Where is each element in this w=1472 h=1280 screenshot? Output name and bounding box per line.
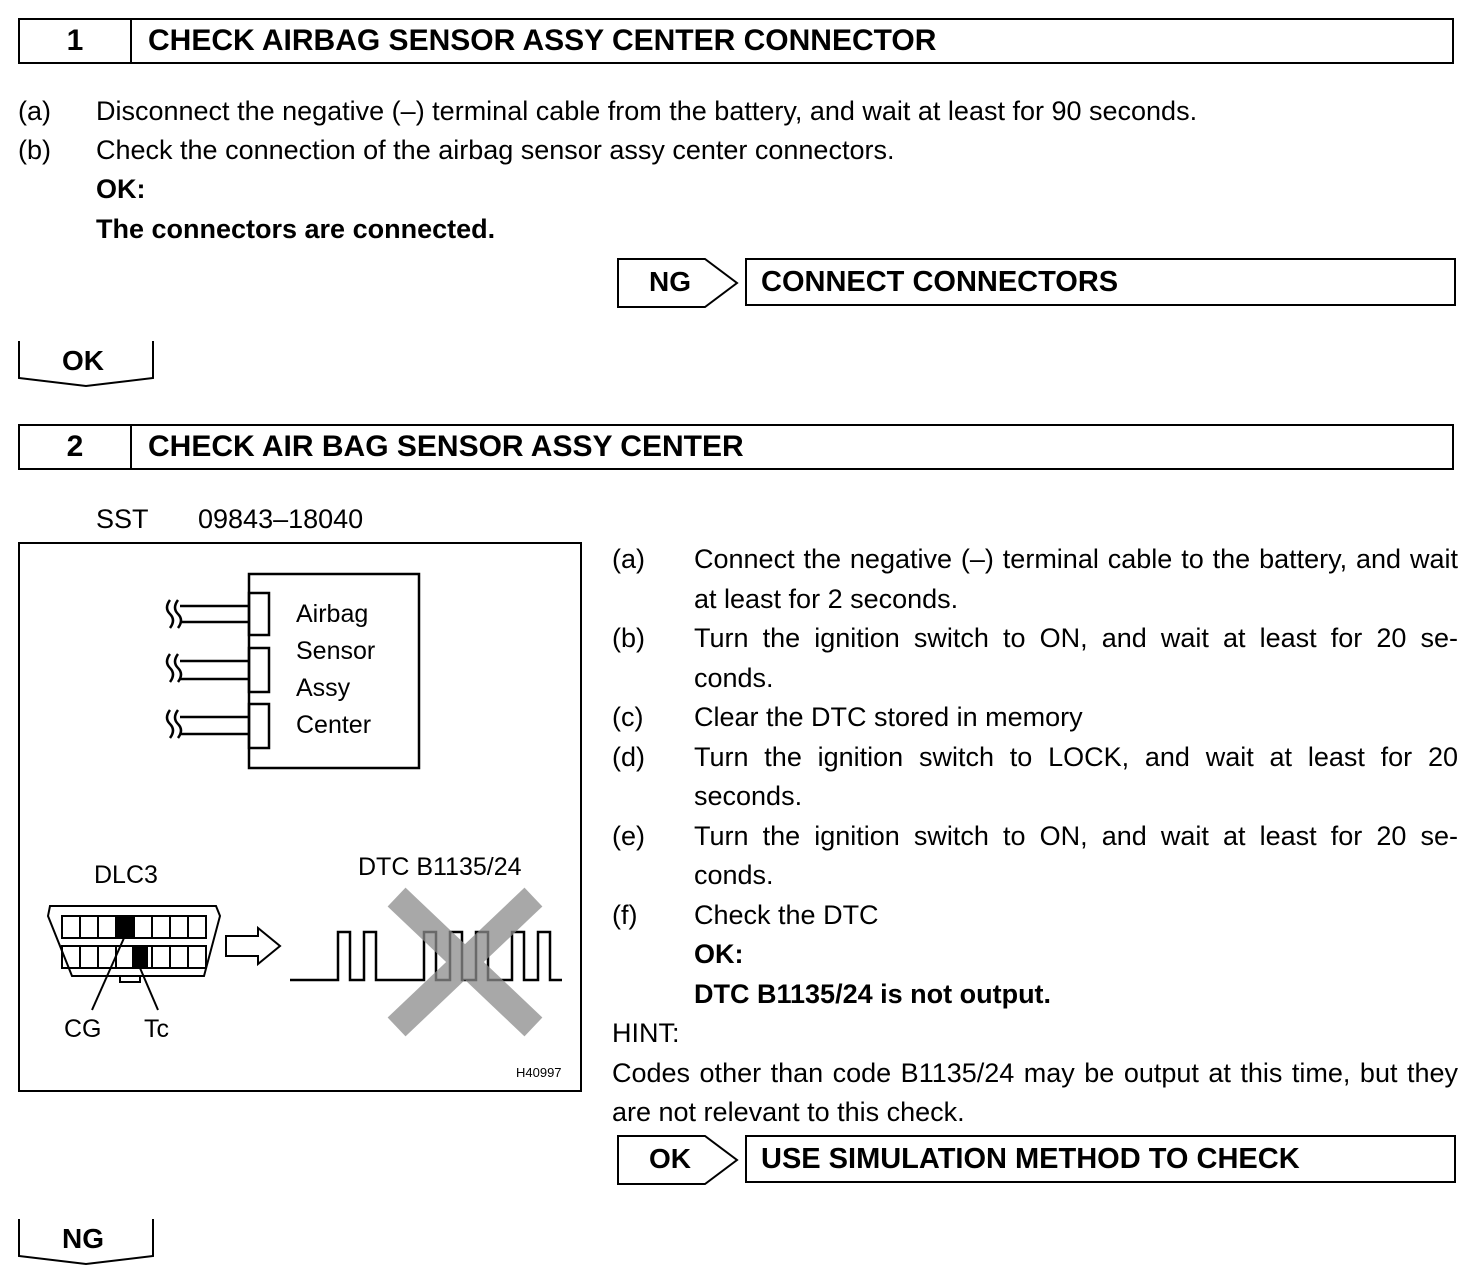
sst-number: 09843–18040 (198, 504, 364, 534)
step-1-item-b-label: (b) (18, 135, 51, 165)
ecu-connector-3 (167, 704, 269, 748)
step-1-ok-text: The connectors are connected. (96, 214, 496, 244)
figure-panel (18, 542, 582, 1092)
step-1-header (18, 18, 1454, 64)
step-2-header (18, 424, 1454, 470)
step-2-item-d (612, 738, 1458, 817)
step-2-item-e-text: Turn the ignition switch to ON, and wait at least for 20 se-conds. (694, 820, 1458, 890)
hint-label-row (612, 1014, 1458, 1054)
pin-cg-label: CG (64, 1015, 102, 1043)
step-2-ng-tag (18, 1218, 158, 1266)
step-2-ng-tag-label: NG (62, 1223, 104, 1254)
step-1-ng-tag-label: NG (649, 266, 691, 297)
step-2-item-a (612, 540, 1458, 619)
sst-label: SST (96, 504, 149, 534)
step-2-item-c-label: (c) (612, 702, 644, 732)
ecu-connector-2 (167, 648, 269, 692)
step-1-ng-action: CONNECT CONNECTORS (745, 258, 1456, 306)
dlc3-connector (48, 906, 220, 982)
step-2-ok-text-row (612, 975, 1458, 1015)
step-2-item-c-text: Clear the DTC stored in memory (694, 702, 1083, 732)
step-1-ok-label: OK: (96, 174, 146, 204)
step-2-item-f-text: Check the DTC (694, 899, 879, 930)
step-1-ok-tag-label: OK (62, 345, 104, 376)
pin-tc-label: Tc (144, 1015, 169, 1043)
ecu-label-line-1: Airbag (296, 600, 369, 628)
step-1-item-a-text: Disconnect the negative (–) terminal cable from the battery, and wait at least for 90 seconds. (96, 96, 1198, 126)
dtc-waveform-label: DTC B1135/24 (358, 853, 522, 881)
ecu-label-line-3: Assy (296, 674, 351, 702)
step-2-item-c (612, 698, 1458, 738)
ecu-label-line-4: Center (296, 711, 372, 739)
step-2-ok-label-row (612, 935, 1458, 975)
tc-leader-line (140, 968, 158, 1010)
step-2-ok-tag (617, 1135, 741, 1185)
step-2-item-b (612, 619, 1458, 698)
pin-cg-marker (117, 916, 133, 938)
arrow-right-icon (226, 928, 280, 964)
step-1-item-b-text: Check the connection of the airbag sensor assy center connectors. (96, 135, 895, 165)
step-1-ng-tag (617, 258, 741, 308)
cg-leader-line (92, 938, 124, 1010)
step-2-item-a-label: (a) (612, 544, 645, 574)
step-2-item-a-text: Connect the negative (–) terminal cable to the battery, and wait at least for 2 seconds. (694, 544, 1458, 614)
step-2-ok-action: USE SIMULATION METHOD TO CHECK (745, 1135, 1456, 1183)
step-2-title: CHECK AIR BAG SENSOR ASSY CENTER (148, 430, 744, 463)
step-1-ok-tag (18, 340, 158, 388)
step-2-item-d-label: (d) (612, 741, 645, 772)
hint-text-row (612, 1054, 1458, 1133)
step-1-item-a-label: (a) (18, 96, 51, 126)
pin-tc-marker (132, 946, 148, 968)
step-2-item-e (612, 817, 1458, 896)
figure-id: H40997 (516, 1065, 562, 1080)
step-2-ok-tag-label: OK (649, 1143, 691, 1174)
step-2-item-f (612, 896, 1458, 936)
step-2-instructions (612, 540, 1458, 1133)
hint-label: HINT: (612, 1018, 680, 1048)
ecu-label-line-2: Sensor (296, 637, 376, 665)
step-2-number: 2 (20, 426, 132, 468)
step-2-ok-text: DTC B1135/24 is not output. (694, 978, 1052, 1009)
step-1-number: 1 (20, 20, 132, 62)
step-1-title: CHECK AIRBAG SENSOR ASSY CENTER CONNECTOR (148, 24, 937, 57)
step-2-item-d-text: Turn the ignition switch to LOCK, and wait at least for 20 seconds. (694, 741, 1458, 811)
step-2-item-e-label: (e) (612, 820, 645, 851)
step-2-ok-label: OK: (694, 939, 744, 969)
step-2-item-b-label: (b) (612, 623, 645, 653)
ecu-connector-1 (167, 593, 269, 635)
dlc3-label: DLC3 (94, 861, 158, 889)
step-2-item-b-text: Turn the ignition switch to ON, and wait at least for 20 se-conds. (694, 623, 1458, 693)
step-2-item-f-label: (f) (612, 899, 638, 930)
hint-text: Codes other than code B1135/24 may be output at this time, but they are not relevant to this check. (612, 1057, 1458, 1127)
